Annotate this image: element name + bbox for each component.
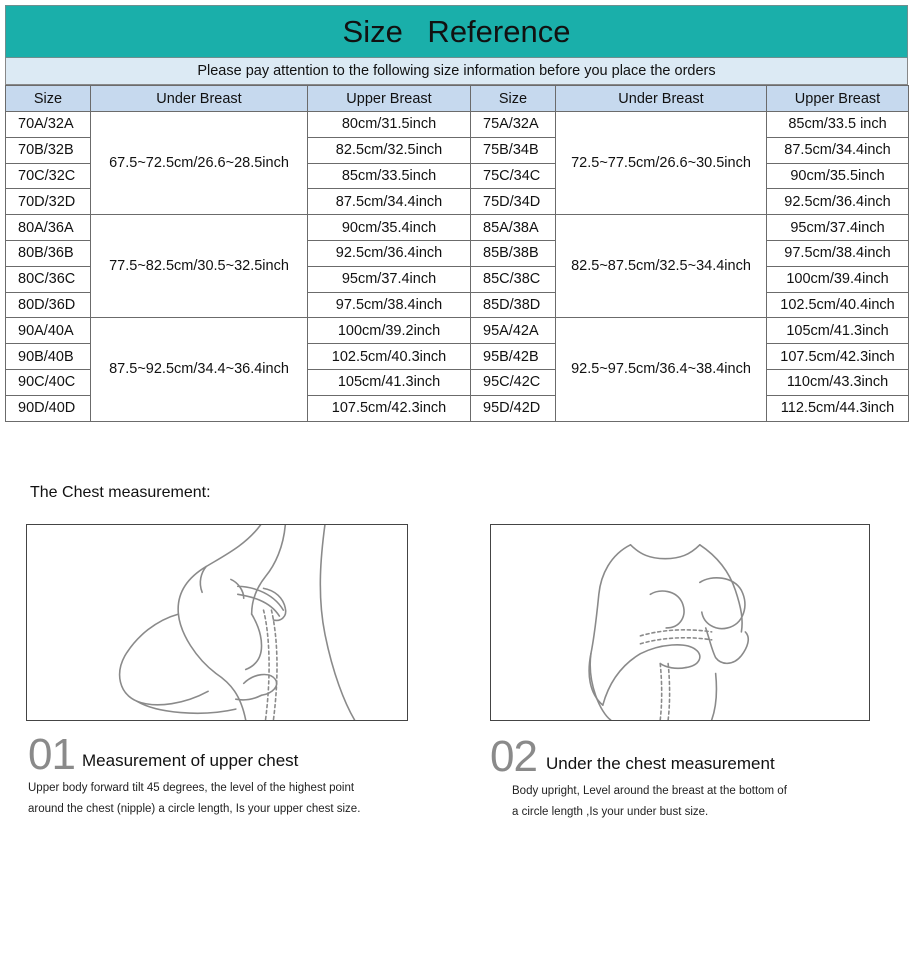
upper-breast-cell: 87.5cm/34.4inch xyxy=(308,189,471,215)
size-cell: 85B/38B xyxy=(471,240,556,266)
size-cell: 95D/42D xyxy=(471,395,556,421)
size-cell: 80B/36B xyxy=(6,240,91,266)
upper-breast-cell: 112.5cm/44.3inch xyxy=(767,395,909,421)
notice-bar xyxy=(5,58,908,85)
column-header: Size xyxy=(471,86,556,112)
upper-breast-cell: 100cm/39.4inch xyxy=(767,266,909,292)
upper-breast-cell: 90cm/35.4inch xyxy=(308,215,471,241)
title-banner xyxy=(5,5,908,58)
size-cell: 70B/32B xyxy=(6,137,91,163)
size-table-body xyxy=(6,112,909,422)
size-cell: 80C/36C xyxy=(6,266,91,292)
step-number: 02 xyxy=(490,732,537,781)
under-breast-cell: 82.5~87.5cm/32.5~34.4inch xyxy=(556,215,767,318)
under-breast-cell: 72.5~77.5cm/26.6~30.5inch xyxy=(556,112,767,215)
size-cell: 95C/42C xyxy=(471,369,556,395)
upper-chest-illustration xyxy=(26,524,408,721)
upper-breast-cell: 87.5cm/34.4inch xyxy=(767,137,909,163)
under-breast-cell: 92.5~97.5cm/36.4~38.4inch xyxy=(556,318,767,421)
page-title: Size Reference xyxy=(342,13,571,49)
upper-breast-cell: 92.5cm/36.4inch xyxy=(767,189,909,215)
size-cell: 75D/34D xyxy=(471,189,556,215)
upper-breast-cell: 82.5cm/32.5inch xyxy=(308,137,471,163)
woman-leaning-figure xyxy=(27,525,407,720)
upper-breast-cell: 100cm/39.2inch xyxy=(308,318,471,344)
size-cell: 95A/42A xyxy=(471,318,556,344)
description-line: Upper body forward tilt 45 degrees, the level of the highest point xyxy=(28,782,355,794)
table-row xyxy=(6,215,909,241)
section-title: The Chest measurement: xyxy=(30,484,211,501)
upper-breast-cell: 105cm/41.3inch xyxy=(308,369,471,395)
description-line: a circle length ,Is your under bust size. xyxy=(512,806,709,818)
description-line: around the chest (nipple) a circle length, Is your upper chest size. xyxy=(28,803,361,815)
upper-breast-cell: 92.5cm/36.4inch xyxy=(308,240,471,266)
under-chest-title: Under the chest measurement xyxy=(546,754,775,773)
column-header: Upper Breast xyxy=(308,86,471,112)
upper-breast-cell: 97.5cm/38.4inch xyxy=(308,292,471,318)
upper-chest-title: Measurement of upper chest xyxy=(82,751,299,770)
size-cell: 70A/32A xyxy=(6,112,91,138)
upper-breast-cell: 107.5cm/42.3inch xyxy=(308,395,471,421)
upper-breast-cell: 107.5cm/42.3inch xyxy=(767,344,909,370)
upper-breast-cell: 85cm/33.5 inch xyxy=(767,112,909,138)
size-cell: 85A/38A xyxy=(471,215,556,241)
upper-breast-cell: 95cm/37.4inch xyxy=(767,215,909,241)
upper-breast-cell: 102.5cm/40.4inch xyxy=(767,292,909,318)
size-cell: 80A/36A xyxy=(6,215,91,241)
size-cell: 75A/32A xyxy=(471,112,556,138)
upper-breast-cell: 105cm/41.3inch xyxy=(767,318,909,344)
table-row xyxy=(6,112,909,138)
under-breast-cell: 77.5~82.5cm/30.5~32.5inch xyxy=(91,215,308,318)
size-cell: 90D/40D xyxy=(6,395,91,421)
under-breast-cell: 67.5~72.5cm/26.6~28.5inch xyxy=(91,112,308,215)
upper-breast-cell: 80cm/31.5inch xyxy=(308,112,471,138)
size-cell: 85D/38D xyxy=(471,292,556,318)
size-cell: 75B/34B xyxy=(471,137,556,163)
upper-breast-cell: 95cm/37.4inch xyxy=(308,266,471,292)
size-table xyxy=(5,85,909,422)
column-header: Upper Breast xyxy=(767,86,909,112)
description-line: Body upright, Level around the breast at the bottom of xyxy=(512,785,787,797)
table-row xyxy=(6,318,909,344)
upper-breast-cell: 102.5cm/40.3inch xyxy=(308,344,471,370)
column-header: Under Breast xyxy=(91,86,308,112)
under-breast-cell: 87.5~92.5cm/34.4~36.4inch xyxy=(91,318,308,421)
size-cell: 90B/40B xyxy=(6,344,91,370)
woman-upright-figure xyxy=(491,525,869,720)
upper-breast-cell: 110cm/43.3inch xyxy=(767,369,909,395)
size-cell: 95B/42B xyxy=(471,344,556,370)
size-cell: 80D/36D xyxy=(6,292,91,318)
under-chest-illustration xyxy=(490,524,870,721)
size-cell: 70C/32C xyxy=(6,163,91,189)
upper-breast-cell: 85cm/33.5inch xyxy=(308,163,471,189)
size-cell: 70D/32D xyxy=(6,189,91,215)
column-header: Under Breast xyxy=(556,86,767,112)
upper-breast-cell: 97.5cm/38.4inch xyxy=(767,240,909,266)
upper-breast-cell: 90cm/35.5inch xyxy=(767,163,909,189)
step-number: 01 xyxy=(28,730,75,779)
notice-text: Please pay attention to the following size information before you place the orders xyxy=(197,63,716,79)
size-cell: 90A/40A xyxy=(6,318,91,344)
upper-chest-description xyxy=(28,778,360,820)
column-header: Size xyxy=(6,86,91,112)
under-chest-description xyxy=(512,781,787,823)
size-cell: 75C/34C xyxy=(471,163,556,189)
table-header-row xyxy=(6,86,909,112)
size-cell: 85C/38C xyxy=(471,266,556,292)
size-cell: 90C/40C xyxy=(6,369,91,395)
